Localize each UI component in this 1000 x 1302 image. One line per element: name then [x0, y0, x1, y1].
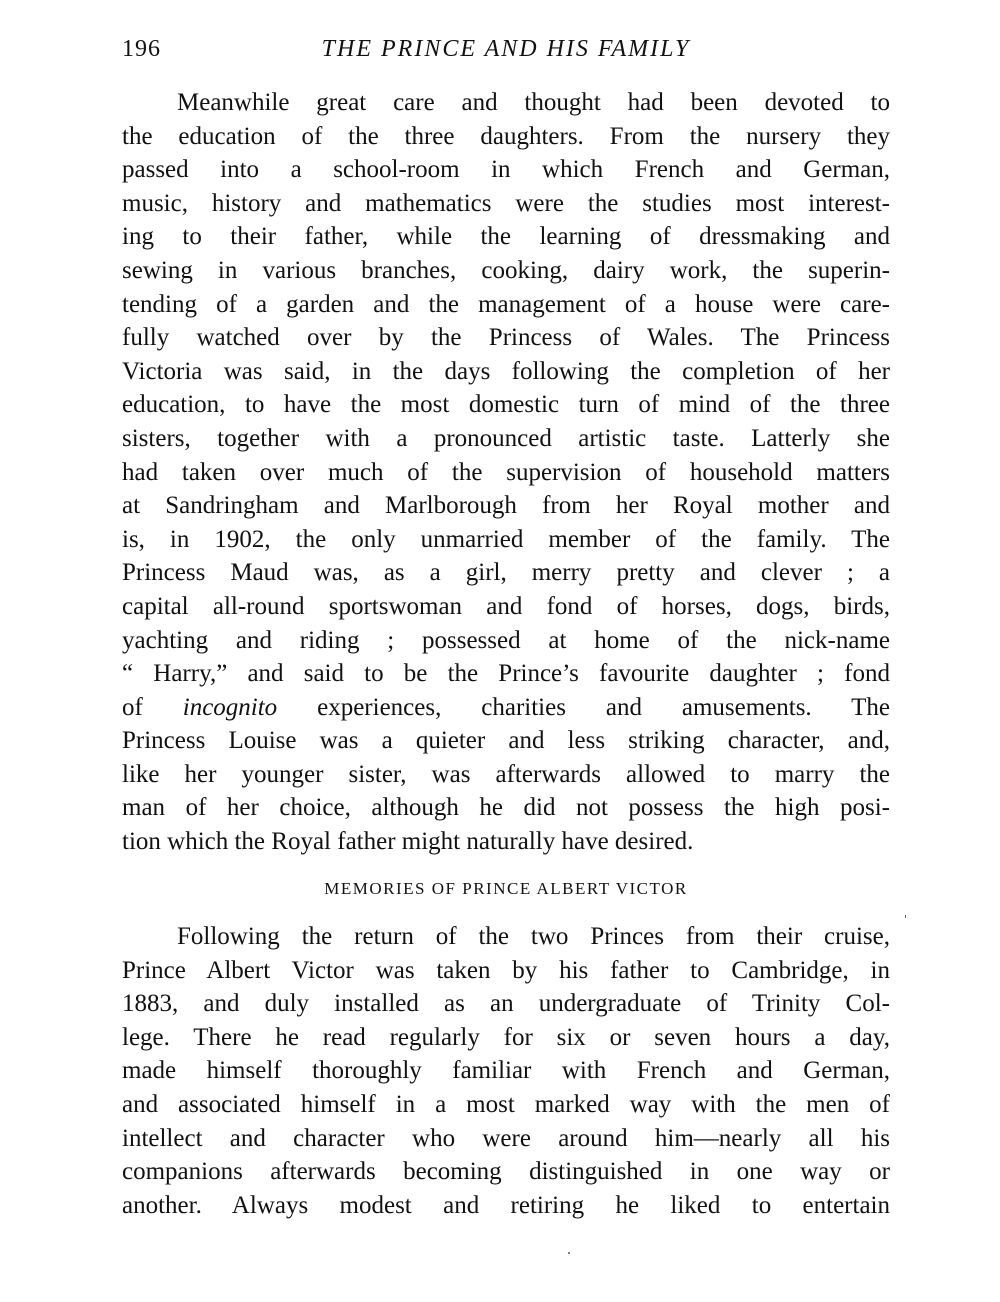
print-speck: [568, 1252, 570, 1254]
line-prefix: of: [122, 693, 143, 721]
text-line: lege. There he read regularly for six or seven hours a day,: [122, 1023, 890, 1051]
text-line: music, history and mathematics were the studies most interest-: [122, 189, 890, 217]
text-line: tion which the Royal father might naturally have desired.: [122, 828, 694, 856]
text-line: 1883, and duly installed as an undergraduate of Trinity Col-: [122, 990, 890, 1018]
paragraph-prince-albert-victor: [122, 920, 890, 1222]
text-line: had taken over much of the supervision of household matters: [122, 458, 890, 486]
text-line: sisters, together with a pronounced artistic taste. Latterly she: [122, 424, 890, 452]
text-line: man of her choice, although he did not possess the high posi-: [122, 794, 890, 822]
paragraph-education-of-daughters: [122, 86, 890, 859]
text-line: ing to their father, while the learning of dressmaking and: [122, 223, 890, 251]
text-line: capital all-round sportswoman and fond of horses, dogs, birds,: [122, 592, 890, 620]
text-line: at Sandringham and Marlborough from her Royal mother and: [122, 492, 890, 520]
text-line: yachting and riding ; possessed at home of the nick-name: [122, 626, 890, 654]
text-line: another. Always modest and retiring he liked to entertain: [122, 1191, 890, 1219]
text-line: the education of the three daughters. From the nursery they: [122, 122, 890, 150]
text-line: made himself thoroughly familiar with French and German,: [122, 1057, 890, 1085]
running-title: THE PRINCE AND HIS FAMILY: [321, 36, 691, 62]
text-line: “ Harry,” and said to be the Prince’s favourite daughter ; fond: [122, 660, 890, 688]
text-line: Princess Louise was a quieter and less striking character, and,: [122, 727, 890, 755]
text-line: passed into a school-room in which French and German,: [122, 156, 890, 184]
text-line: tending of a garden and the management of a house were care-: [122, 290, 890, 318]
text-line: like her younger sister, was afterwards allowed to marry the: [122, 760, 890, 788]
text-line-incognito: [122, 691, 890, 725]
text-line: Following the return of the two Princes from their cruise,: [177, 923, 890, 950]
text-line: intellect and character who were around him—nearly all his: [122, 1124, 890, 1152]
text-line: is, in 1902, the only unmarried member of the family. The: [122, 525, 890, 553]
text-line: Prince Albert Victor was taken by his father to Cambridge, in: [122, 956, 890, 984]
line-rest: experiences, charities and amusements. The: [317, 693, 890, 721]
print-speck: [905, 915, 906, 918]
text-line: fully watched over by the Princess of Wales. The Princess: [122, 324, 890, 352]
text-line: Princess Maud was, as a girl, merry pretty and clever ; a: [122, 559, 890, 587]
section-heading: MEMORIES OF PRINCE ALBERT VICTOR: [324, 879, 688, 898]
italic-term: incognito: [182, 693, 278, 721]
text-line: Meanwhile great care and thought had been devoted to: [177, 89, 890, 116]
text-line: and associated himself in a most marked way with the men of: [122, 1090, 890, 1118]
running-head: [122, 36, 890, 66]
text-line: sewing in various branches, cooking, dairy work, the superin-: [122, 256, 890, 284]
text-line: Victoria was said, in the days following the completion of her: [122, 357, 890, 385]
page-number: 196: [122, 36, 161, 62]
text-line: education, to have the most domestic turn of mind of the three: [122, 391, 890, 419]
text-line: companions afterwards becoming distinguished in one way or: [122, 1158, 890, 1186]
